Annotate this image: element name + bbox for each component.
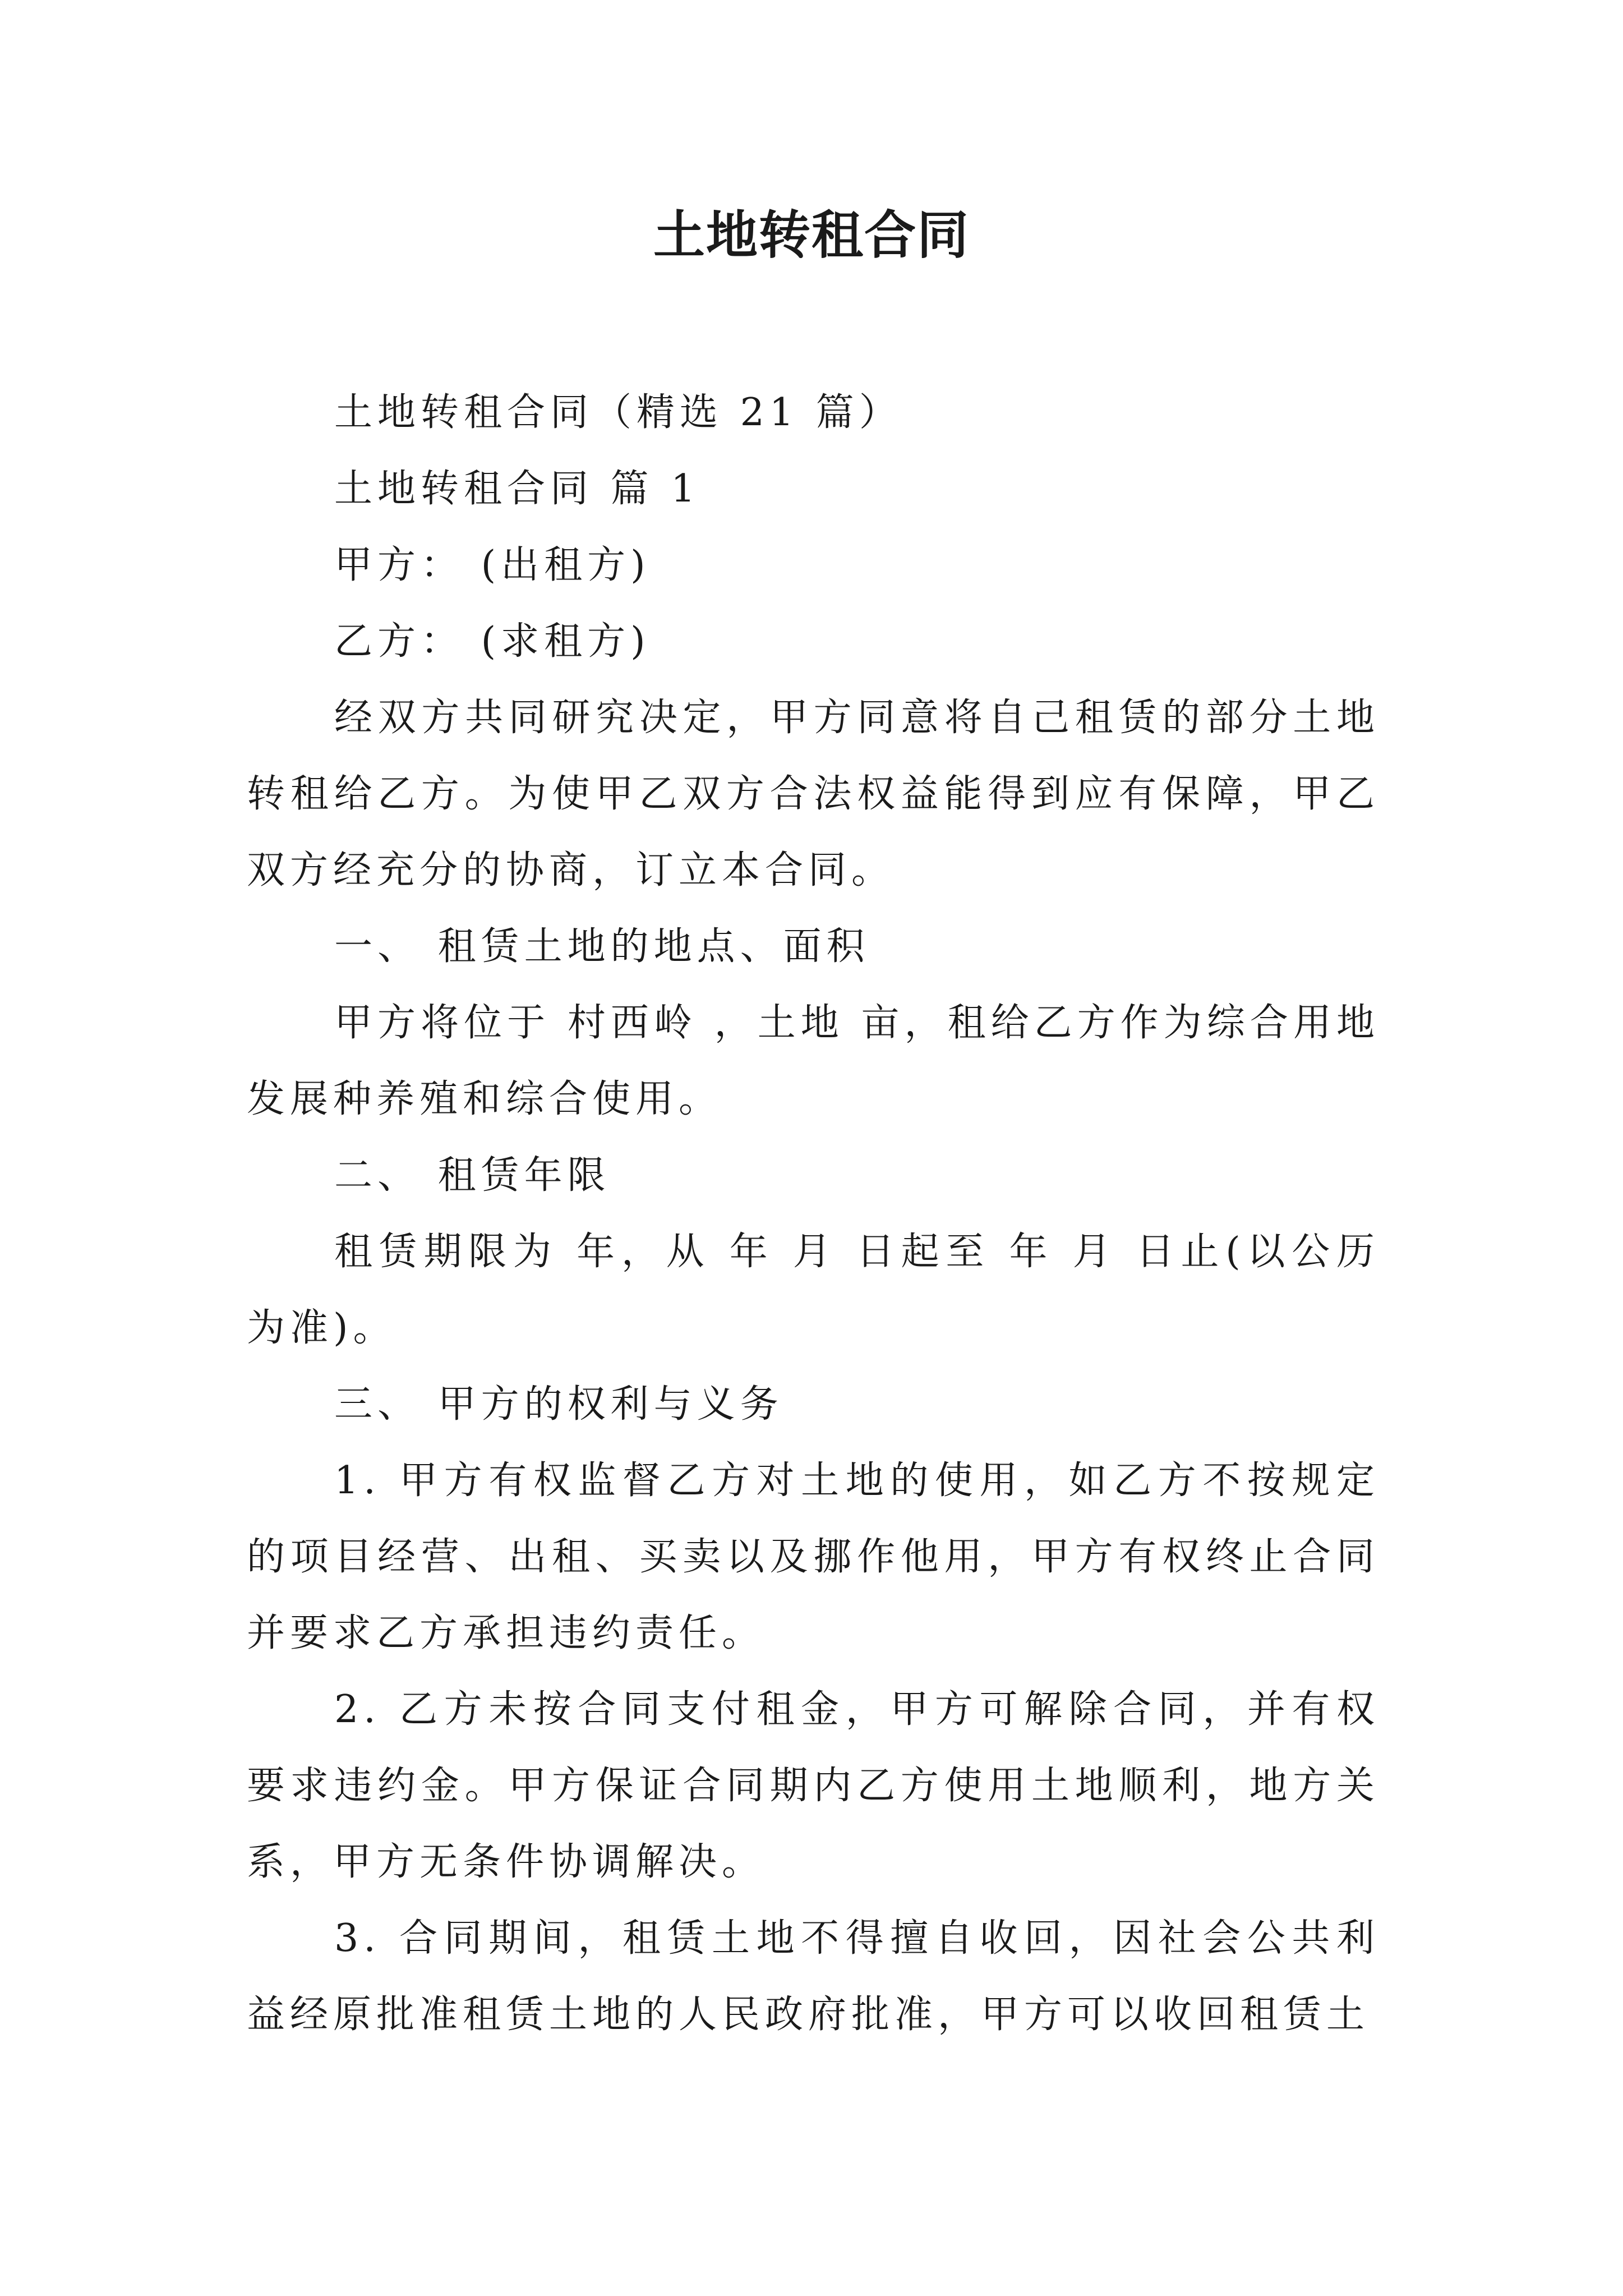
clause-heading-party-a-rights: 三、 甲方的权利与义务: [334, 1382, 783, 1427]
party-b-line: 乙方： (求租方): [334, 619, 651, 664]
clause-body-location-area: 甲方将位于 村西岭 ，土地 亩，租给乙方作为综合用地发展种养殖和综合使用。: [247, 1001, 1380, 1121]
subtitle-paragraph: 土地转租合同（精选 21 篇）: [334, 390, 902, 435]
clause-heading-location-area: 一、 租赁土地的地点、面积: [334, 924, 870, 969]
clause-item-2: 2. 乙方未按合同支付租金，甲方可解除合同，并有权要求违约金。甲方保证合同期内乙方使用土地顺利，地方关系，甲方无条件协调解决。: [247, 1687, 1380, 1884]
party-a-line: 甲方： (出租方): [334, 543, 651, 587]
clause-heading-lease-term: 二、 租赁年限: [334, 1153, 611, 1198]
preamble-paragraph: 经双方共同研究决定，甲方同意将自己租赁的部分土地转租给乙方。为使甲乙双方合法权益能得到应有保障，甲乙双方经充分的协商，订立本合同。: [247, 696, 1380, 892]
section-heading-part-1: 土地转租合同 篇 1: [334, 467, 700, 511]
clause-item-1: 1. 甲方有权监督乙方对土地的使用，如乙方不按规定的项目经营、出租、买卖以及挪作他用，甲方有权终止合同并要求乙方承担违约责任。: [247, 1458, 1380, 1655]
document-title: 土地转租合同: [653, 205, 970, 265]
clause-body-lease-term: 租赁期限为 年，从 年 月 日起至 年 月 日止(以公历为准)。: [247, 1230, 1380, 1350]
document-body: [247, 375, 1380, 2053]
clause-item-3: 3. 合同期间，租赁土地不得擅自收回，因社会公共利益经原批准租赁土地的人民政府批准，甲方可以收回租赁土: [247, 1916, 1380, 2037]
